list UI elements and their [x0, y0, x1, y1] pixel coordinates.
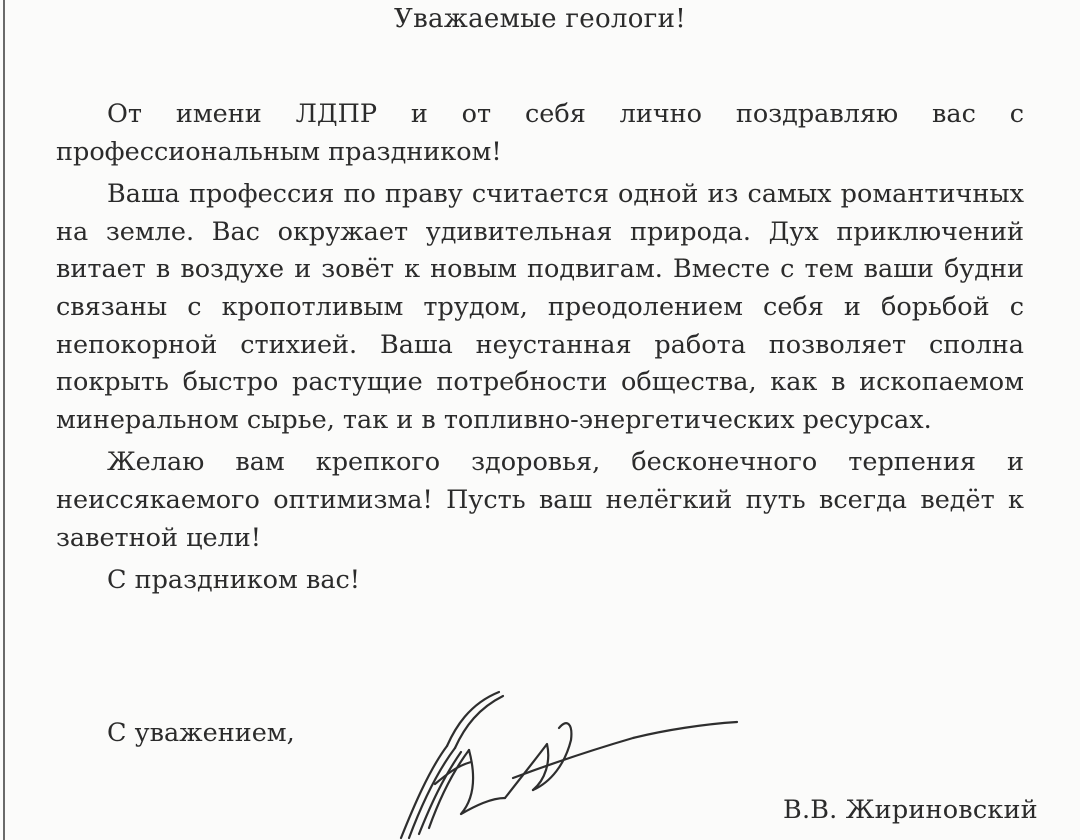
letter-body	[56, 96, 1024, 605]
paragraph-profession: Ваша профессия по праву считается одной из самых романтичных на земле. Вас окружает удивительная природа. Дух приключений витает в воздухе и зовёт к новым подвигам. Вместе с тем ваши будни связаны с кропотливым трудом, преодолением себя и борьбой с непокорной стихией. Ваша неустанная работа позволяет сполна покрыть быстро растущие потребности общества, как в ископаемом минеральном сырье, так и в топливно-энергетических ресурсах.	[56, 179, 1024, 435]
paragraph-congratulation: От имени ЛДПР и от себя лично поздравляю вас с профессиональным праздником!	[56, 99, 1024, 167]
letter-greeting: Уважаемые геологи!	[394, 4, 686, 34]
paragraph-wishes: Желаю вам крепкого здоровья, бесконечного терпения и неиссякаемого оптимизма! Пусть ваш нелёгкий путь всегда ведёт к заветной цели!	[56, 447, 1024, 553]
handwritten-signature	[395, 688, 755, 840]
page-edge-line	[3, 0, 5, 840]
paragraph-holiday: С праздником вас!	[107, 565, 361, 596]
signer-name: В.В. Жириновский	[783, 795, 1038, 825]
letter-closing: С уважением,	[107, 718, 295, 748]
